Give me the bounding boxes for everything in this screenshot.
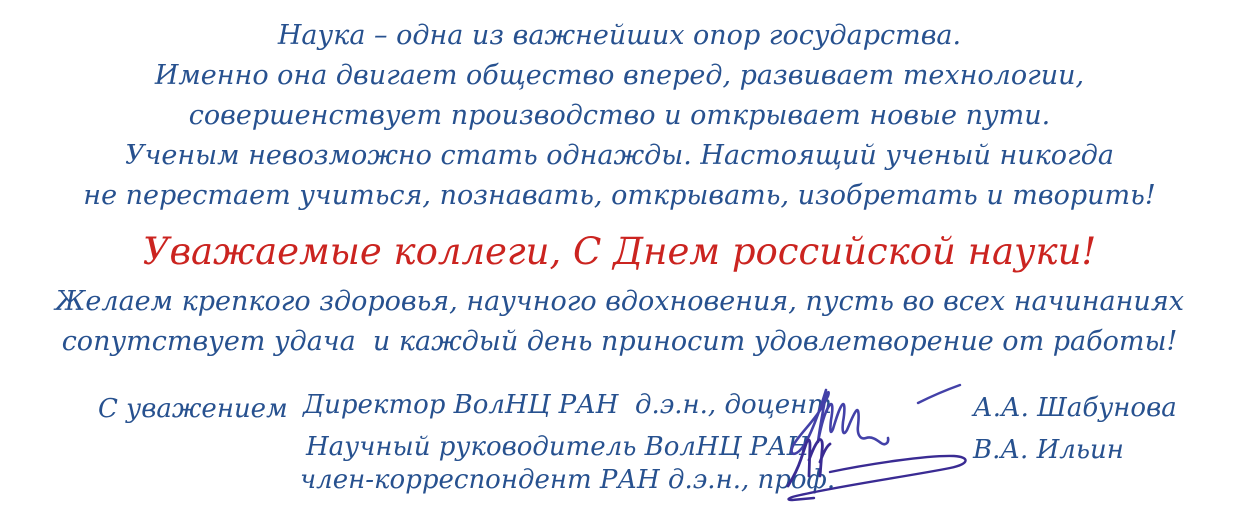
- intro-line: совершенствует производство и открывает новые пути.: [188, 100, 1051, 131]
- intro-line: Ученым невозможно стать однажды. Настоящий ученый никогда: [125, 140, 1114, 171]
- signature-ilyin-icon: [788, 440, 966, 500]
- intro-line: Именно она двигает общество вперед, развивает технологии,: [154, 60, 1085, 91]
- intro-text: [0, 16, 1239, 216]
- signatory-title-supervisor-rank: член-корреспондент РАН д.э.н., проф.: [300, 465, 836, 495]
- signatory-title-director: Директор ВолНЦ РАН д.э.н., доцент: [303, 390, 832, 420]
- salutation: С уважением: [98, 394, 288, 424]
- wish-text: [0, 282, 1239, 362]
- signatory-title-supervisor: Научный руководитель ВолНЦ РАН: [306, 432, 810, 462]
- intro-line: Наука – одна из важнейших опор государства.: [277, 20, 962, 51]
- signatures-area: [778, 376, 988, 516]
- holiday-greeting-line: Уважаемые коллеги, С Днем российской науки!: [142, 230, 1097, 273]
- signatory-name-ilyin: В.А. Ильин: [973, 435, 1124, 465]
- signatory-name-shabunova: А.А. Шабунова: [973, 393, 1177, 423]
- intro-line: не перестает учиться, познавать, открывать, изобретать и творить!: [83, 180, 1156, 211]
- wish-line: сопутствует удача и каждый день приносит удовлетворение от работы!: [61, 326, 1178, 357]
- wish-line: Желаем крепкого здоровья, научного вдохновения, пусть во всех начинаниях: [55, 286, 1184, 317]
